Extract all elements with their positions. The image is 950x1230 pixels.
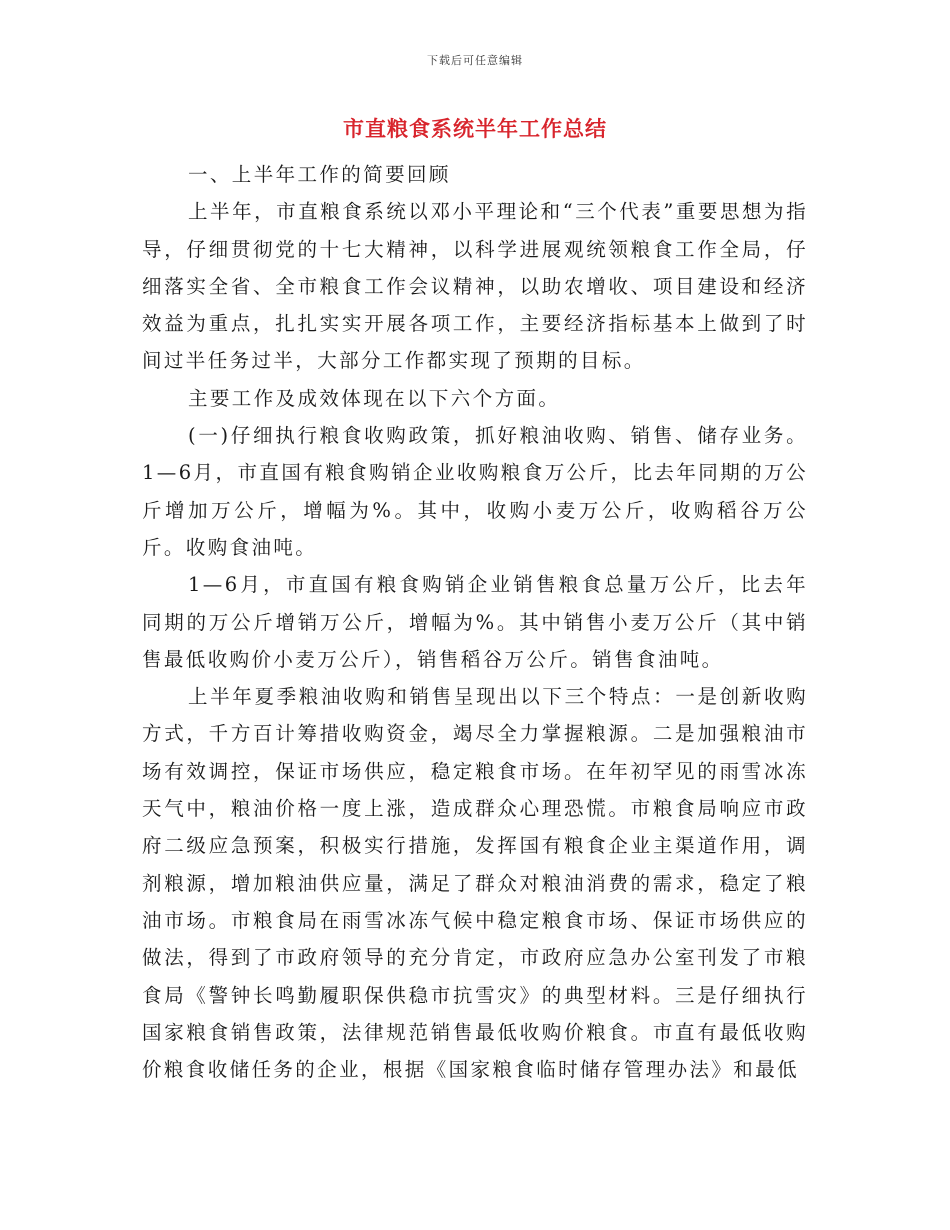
section-heading: 一、上半年工作的简要回顾 bbox=[188, 163, 451, 186]
body-paragraph: (一)仔细执行粮食收购政策，抓好粮油收购、销售、储存业务。1—6月，市直国有粮食购销企业收购粮食万公斤，比去年同期的万公斤增加万公斤，增幅为%。其中，收购小麦万公斤，收购稻谷万公斤。收购食油吨。 bbox=[142, 424, 808, 559]
document-body bbox=[142, 156, 808, 1088]
body-paragraph: 上半年，市直粮食系统以邓小平理论和“三个代表”重要思想为指导，仔细贯彻党的十七大精神，以科学进展观统领粮食工作全局，仔细落实全省、全市粮食工作会议精神，以助农增收、项目建设和经济效益为重点，扎扎实实开展各项工作，主要经济指标基本上做到了时间过半任务过半，大部分工作都实现了预期的目标。 bbox=[142, 200, 808, 373]
document-title: 市直粮食系统半年工作总结 bbox=[343, 117, 607, 141]
body-paragraph: 上半年夏季粮油收购和销售呈现出以下三个特点：一是创新收购方式，千方百计筹措收购资金，竭尽全力掌握粮源。二是加强粮油市场有效调控，保证市场供应，稳定粮食市场。在年初罕见的雨雪冰冻天气中，粮油价格一度上涨，造成群众心理恐慌。市粮食局响应市政府二级应急预案，积极实行措施，发挥国有粮食企业主渠道作用，调剂粮源，增加粮油供应量，满足了群众对粮油消费的需求，稳定了粮油市场。市粮食局在雨雪冰冻气候中稳定粮食市场、保证市场供应的做法，得到了市政府领导的充分肯定，市政府应急办公室刊发了市粮食局《警钟长鸣勤履职保供稳市抗雪灾》的典型材料。三是仔细执行国家粮食销售政策，法律规范销售最低收购价粮食。市直有最低收购价粮食收储任务的企业，根据《国家粮食临时储存管理办法》和最低 bbox=[142, 685, 808, 1082]
body-paragraph: 主要工作及成效体现在以下六个方面。 bbox=[188, 386, 561, 410]
body-paragraph: 1—6月，市直国有粮食购销企业销售粮食总量万公斤，比去年同期的万公斤增销万公斤，增幅为%。其中销售小麦万公斤（其中销售最低收购价小麦万公斤），销售稻谷万公斤。销售食油吨。 bbox=[142, 573, 808, 671]
header-note: 下载后可任意编辑 bbox=[427, 54, 523, 67]
